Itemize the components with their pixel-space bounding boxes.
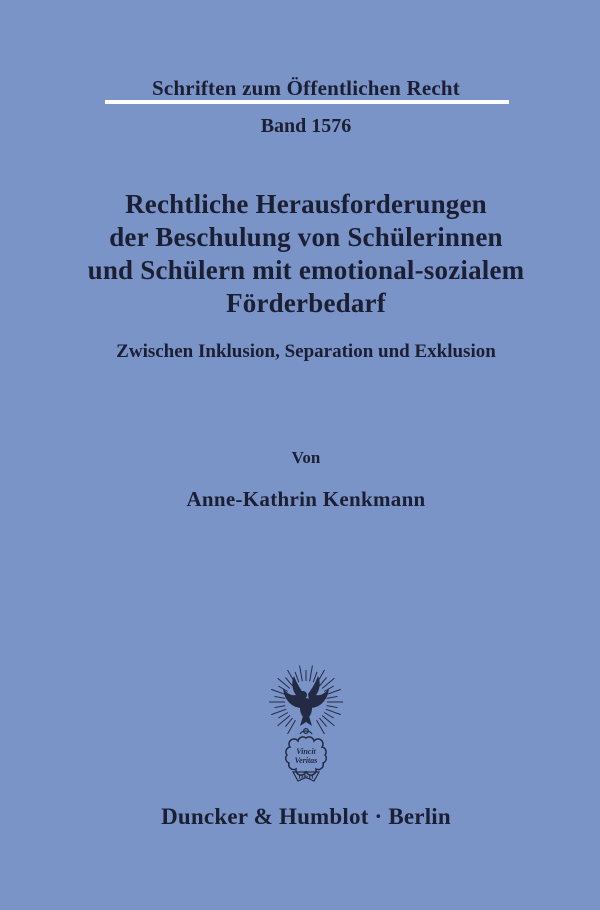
series-band-number: Band 1576 — [260, 115, 352, 137]
series-rule — [105, 100, 509, 104]
series-title: Schriften zum Öffentlichen Recht — [152, 76, 460, 100]
byline: Von — [291, 448, 321, 467]
publisher-name: Duncker & Humblot · Berlin — [161, 804, 451, 829]
author-name: Anne-Kathrin Kenkmann — [186, 487, 426, 511]
book-title-line-2: der Beschulung von Schülerinnen — [109, 222, 503, 252]
logo-motto-line1: Vincit — [296, 747, 316, 756]
publisher-logo — [256, 664, 356, 790]
publisher-emblem-icon — [256, 664, 356, 790]
book-title-line-1: Rechtliche Herausforderungen — [125, 189, 487, 219]
book-title — [12, 188, 600, 320]
book-subtitle: Zwischen Inklusion, Separation und Exklusion — [116, 341, 496, 362]
logo-initials: D&H — [298, 773, 314, 781]
book-title-line-4: Förderbedarf — [226, 288, 386, 318]
book-title-line-3: und Schülern mit emotional-sozialem — [87, 255, 525, 285]
logo-motto-line2: Veritas — [294, 756, 318, 765]
